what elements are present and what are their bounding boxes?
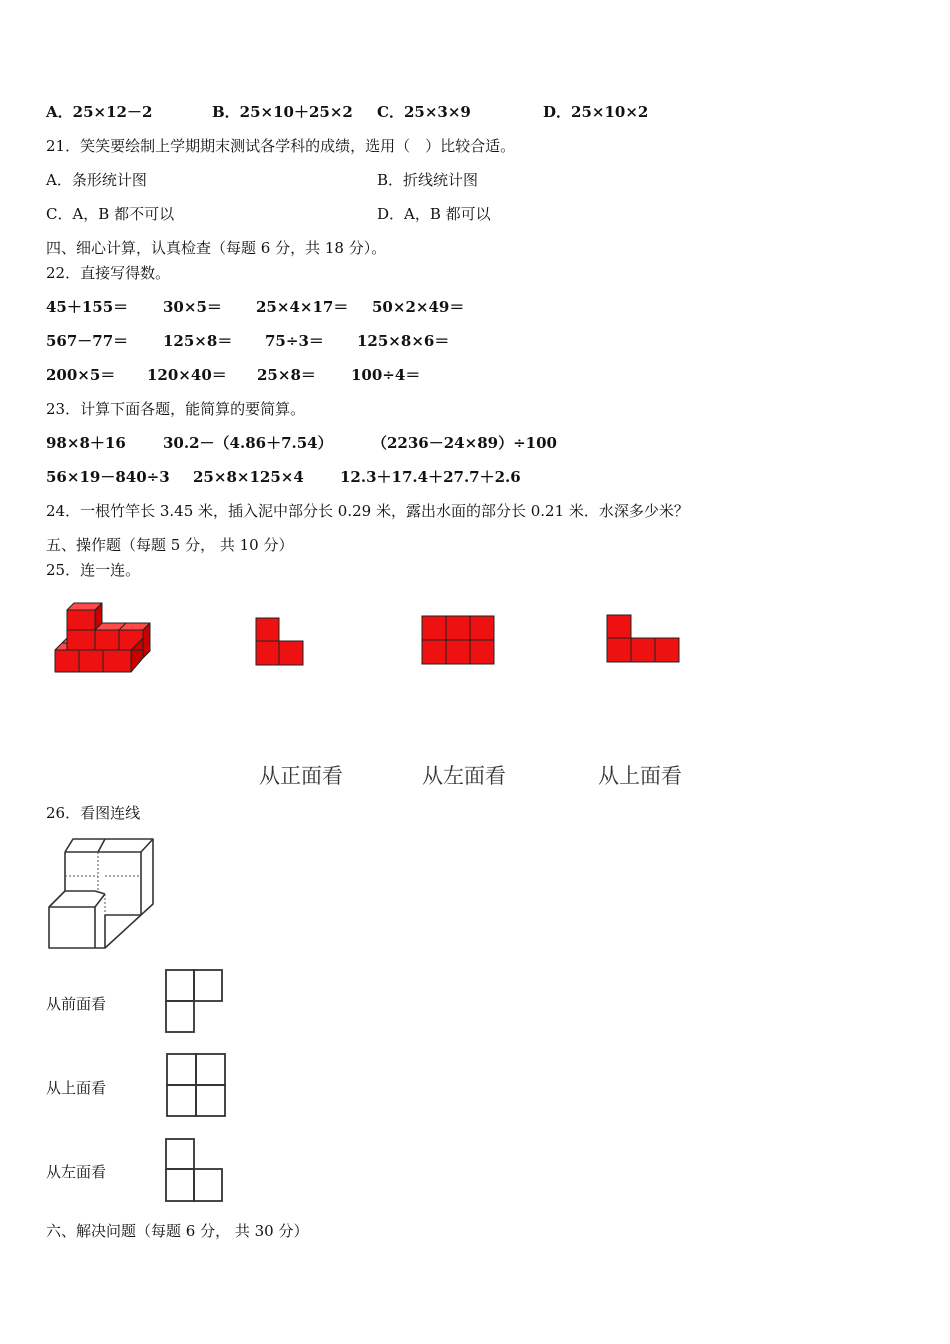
caption-front-view: 从正面看 [259, 764, 343, 788]
q23-item: （2236－24×89）÷100 [372, 434, 557, 452]
q23-item: 12.3＋17.4＋27.7＋2.6 [340, 468, 521, 486]
q22-item: 50×2×49＝ [372, 298, 465, 316]
q22-item: 30×5＝ [163, 298, 222, 316]
q23-item: 98×8＋16 [46, 434, 126, 452]
red-block-solid-figure [54, 602, 150, 674]
q26-label-front: 从前面看 [46, 995, 107, 1013]
q22-item: 567－77＝ [46, 332, 129, 350]
q21-option-b: B．折线统计图 [377, 171, 479, 189]
section5-title: 五、操作题（每题 5 分， 共 10 分） [46, 536, 294, 554]
view-left-line-drawing [164, 1137, 224, 1203]
q21-option-a: A．条形统计图 [46, 171, 147, 189]
q23-item: 25×8×125×4 [193, 468, 304, 486]
q22-stem: 22．直接写得数。 [46, 264, 171, 282]
q22-item: 200×5＝ [46, 366, 116, 384]
q26-label-top: 从上面看 [46, 1079, 107, 1097]
q23-item: 56×19－840÷3 [46, 468, 170, 486]
q23-stem: 23．计算下面各题，能简算的要简算。 [46, 400, 306, 418]
red-view-rectangle [421, 615, 495, 666]
q22-item: 45＋155＝ [46, 298, 129, 316]
view-top-line-drawing [165, 1052, 227, 1118]
q21-option-d: D．A，B 都可以 [377, 205, 491, 223]
q22-item: 125×8×6＝ [357, 332, 450, 350]
q20-option-d: D．25×10×2 [543, 103, 649, 121]
q24-stem: 24．一根竹竿长 3.45 米，插入泥中部分长 0.29 米，露出水面的部分长 0.21 米．水深多少米？ [46, 502, 689, 520]
q21-option-c: C．A，B 都不可以 [46, 205, 175, 223]
q20-option-a: A．25×12－2 [46, 103, 153, 121]
q26-label-left: 从左面看 [46, 1163, 107, 1181]
q22-item: 100÷4＝ [351, 366, 421, 384]
q23-item: 30.2－（4.86＋7.54） [163, 434, 333, 452]
q22-item: 25×4×17＝ [256, 298, 349, 316]
caption-left-view: 从左面看 [422, 764, 506, 788]
q22-item: 120×40＝ [147, 366, 227, 384]
section6-title: 六、解决问题（每题 6 分， 共 30 分） [46, 1222, 309, 1240]
q25-stem: 25．连一连。 [46, 561, 141, 579]
section4-title: 四、细心计算，认真检查（每题 6 分，共 18 分）。 [46, 239, 387, 257]
q20-option-c: C．25×3×9 [377, 103, 471, 121]
q20-option-b: B．25×10＋25×2 [212, 103, 353, 121]
view-front-line-drawing [164, 968, 224, 1034]
red-view-l-shape [255, 617, 305, 667]
q22-item: 125×8＝ [163, 332, 233, 350]
q26-stem: 26．看图连线 [46, 804, 141, 822]
q21-stem: 21．笑笑要绘制上学期期末测试各学科的成绩，选用（ ）比较合适。 [46, 137, 516, 155]
q22-item: 75÷3＝ [265, 332, 324, 350]
wireframe-block-figure [46, 836, 156, 952]
q22-item: 25×8＝ [257, 366, 316, 384]
caption-top-view: 从上面看 [598, 764, 682, 788]
red-view-wide-l-shape [606, 614, 680, 664]
